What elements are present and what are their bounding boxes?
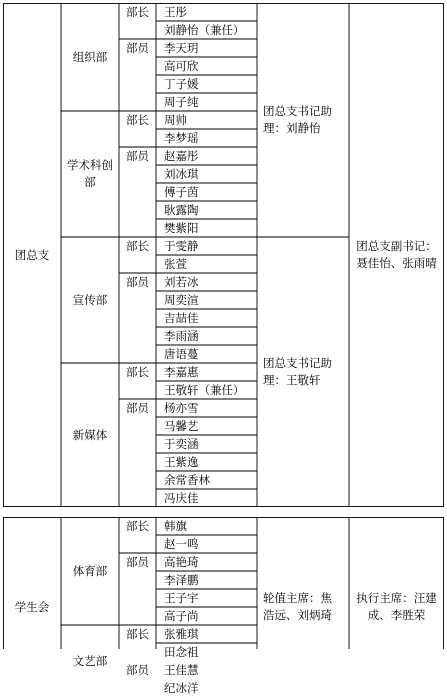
dept-name: 文艺部 bbox=[72, 653, 108, 668]
vice-text: 执行主席：汪建成、李胜荣 bbox=[356, 591, 437, 622]
member-name: 马馨艺 bbox=[164, 419, 199, 433]
member-name: 杨亦雪 bbox=[164, 401, 199, 415]
dept-name: 新媒体 bbox=[72, 427, 108, 442]
member-name: 余常香林 bbox=[164, 473, 210, 487]
member-name: 唐语蔓 bbox=[164, 347, 199, 361]
role-label: 部长 bbox=[126, 239, 149, 253]
role-label: 部员 bbox=[126, 149, 149, 163]
member-name: 王子宇 bbox=[164, 591, 199, 605]
member-name: 李泽鹏 bbox=[164, 573, 199, 587]
member-name: 高子尚 bbox=[164, 609, 199, 623]
member-name: 于奕涵 bbox=[164, 437, 199, 451]
member-name: 刘静怡（兼任） bbox=[164, 23, 245, 37]
role-label: 部员 bbox=[126, 555, 149, 569]
member-name: 周子纯 bbox=[164, 95, 199, 109]
member-name: 樊紫阳 bbox=[164, 221, 199, 235]
group-name: 学生会 bbox=[14, 600, 50, 614]
assistant-text: 团总支书记助理：王敬轩 bbox=[263, 356, 332, 387]
role-label: 部长 bbox=[126, 5, 149, 19]
group-name: 团总支 bbox=[14, 248, 50, 262]
member-name: 赵嘉彤 bbox=[164, 149, 199, 163]
chair-text: 轮值主席：焦浩远、刘炳琦 bbox=[263, 591, 332, 622]
member-name: 吉喆佳 bbox=[164, 311, 199, 325]
role-label: 部员 bbox=[126, 401, 149, 415]
role-label: 部长 bbox=[126, 519, 149, 533]
member-name: 韩旗 bbox=[164, 519, 187, 533]
member-name: 丁子媛 bbox=[164, 77, 199, 91]
member-name: 刘若冰 bbox=[164, 275, 199, 289]
dept-name: 学术科创部 bbox=[67, 158, 113, 189]
role-label: 部员 bbox=[126, 41, 149, 55]
member-name: 王紫逸 bbox=[164, 455, 199, 469]
role-label: 部员 bbox=[126, 663, 149, 677]
member-name: 张萱 bbox=[164, 257, 187, 271]
member-name: 王敬轩（兼任） bbox=[164, 383, 245, 397]
role-label: 部员 bbox=[126, 275, 149, 289]
dept-name: 体育部 bbox=[72, 563, 108, 578]
member-name: 冯庆佳 bbox=[164, 491, 199, 505]
org-table bbox=[3, 3, 444, 695]
member-name: 于雯静 bbox=[164, 239, 199, 253]
vice-text: 团总支副书记：聂佳怡、张雨晴 bbox=[356, 239, 437, 270]
member-name: 田念祖 bbox=[164, 645, 199, 659]
dept-name: 宣传部 bbox=[72, 292, 108, 307]
member-name: 纪冰洋 bbox=[164, 681, 199, 695]
member-name: 李雨涵 bbox=[164, 329, 199, 343]
member-name: 张雅琪 bbox=[164, 627, 199, 641]
member-name: 高可欣 bbox=[164, 59, 199, 73]
role-label: 部长 bbox=[126, 365, 149, 379]
member-name: 王彤 bbox=[164, 5, 187, 19]
assistant-text: 团总支书记助理：刘静怡 bbox=[263, 104, 332, 135]
member-name: 周奕渲 bbox=[164, 293, 199, 307]
member-name: 李梦瑶 bbox=[164, 131, 199, 145]
member-name: 傅子茵 bbox=[164, 185, 199, 199]
role-label: 部长 bbox=[126, 113, 149, 127]
member-name: 李天玥 bbox=[164, 41, 199, 55]
member-name: 王佳慧 bbox=[164, 663, 199, 677]
member-name: 赵一鸣 bbox=[164, 537, 199, 551]
member-name: 高艳琦 bbox=[164, 555, 199, 569]
role-label: 部长 bbox=[126, 627, 149, 641]
member-name: 李嘉惠 bbox=[164, 365, 199, 379]
dept-name: 组织部 bbox=[72, 49, 108, 64]
member-name: 刘冰琪 bbox=[164, 167, 199, 181]
member-name: 耿露陶 bbox=[164, 203, 199, 217]
member-name: 周帅 bbox=[164, 113, 187, 127]
